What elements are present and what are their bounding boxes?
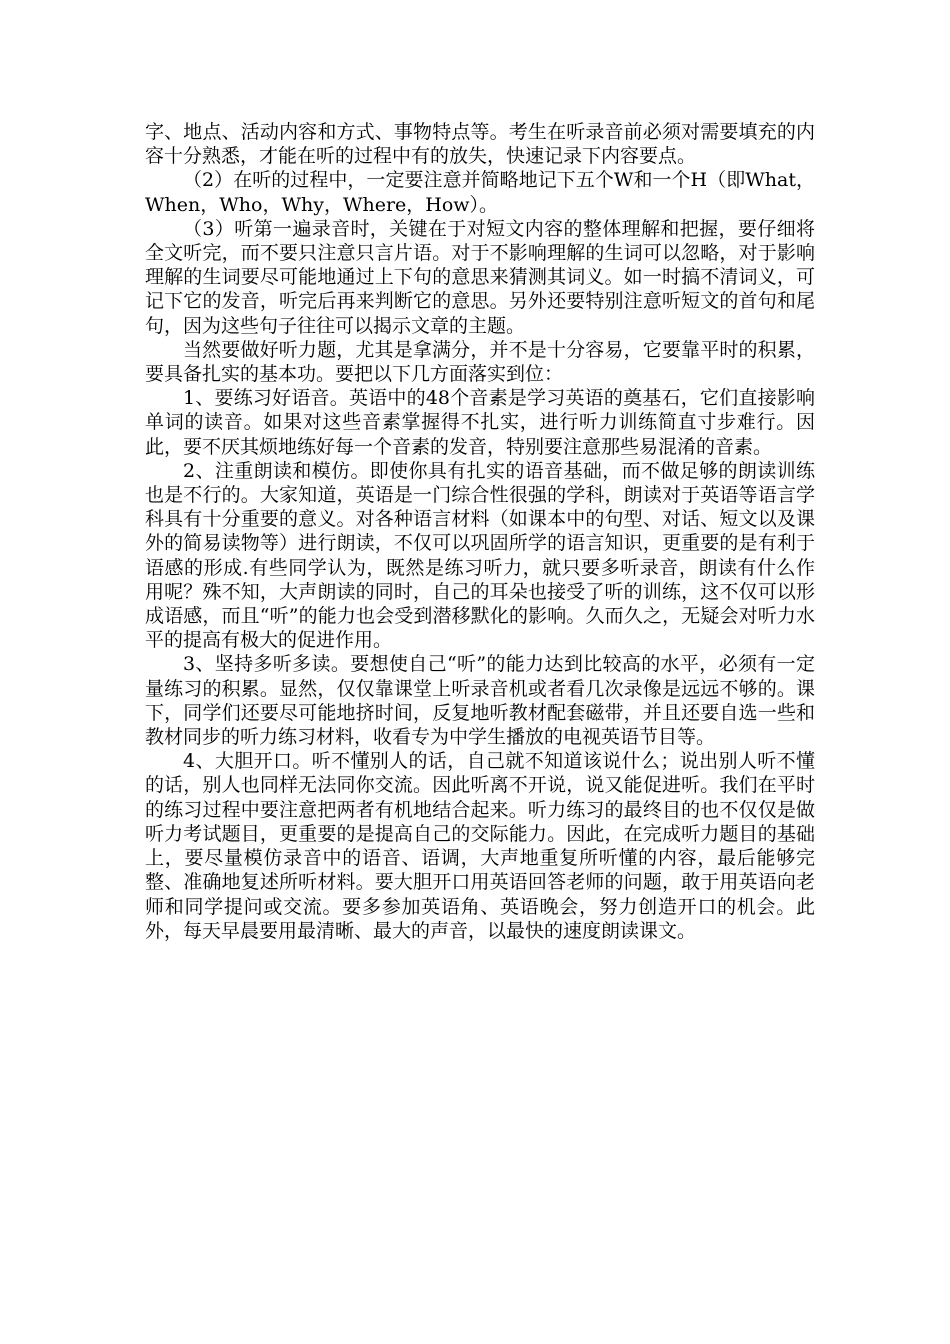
paragraph-point-2: 2、注重朗读和模仿。即使你具有扎实的语音基础，而不做足够的朗读训练也是不行的。大家知道，英语是一门综合性很强的学科，朗读对于英语等语言学科具有十分重要的意义。对各种语言材料（如课本中的句型、对话、短文以及课外的简易读物等）进行朗读，不仅可以巩固所学的语言知识，更重要的是有利于语感的形成.有些同学认为，既然是练习听力，就只要多听录音，朗读有什么作用呢？殊不知，大声朗读的同时，自己的耳朵也接受了听的训练，这不仅可以形成语感，而且“听”的能力也会受到潜移默化的影响。久而久之，无疑会对听力水平的提高有极大的促进作用。 bbox=[145, 459, 815, 652]
document-body bbox=[145, 120, 815, 943]
paragraph-point-3: 3、坚持多听多读。要想使自己“听”的能力达到比较高的水平，必须有一定量练习的积累。显然，仅仅靠课堂上听录音机或者看几次录像是远远不够的。课下，同学们还要尽可能地挤时间，反复地听教材配套磁带，并且还要自选一些和教材同步的听力练习材料，收看专为中学生播放的电视英语节目等。 bbox=[145, 653, 815, 749]
paragraph-tip-3: （3）听第一遍录音时，关键在于对短文内容的整体理解和把握，要仔细将全文听完，而不要只注意只言片语。对于不影响理解的生词可以忽略，对于影响理解的生词要尽可能地通过上下句的意思来猜测其词义。如一时搞不清词义，可记下它的发音，听完后再来判断它的意思。另外还要特别注意听短文的首句和尾句，因为这些句子往往可以揭示文章的主题。 bbox=[145, 217, 815, 337]
paragraph-point-1: 1、要练习好语音。英语中的48个音素是学习英语的奠基石，它们直接影响单词的读音。如果对这些音素掌握得不扎实，进行听力训练简直寸步难行。因此，要不厌其烦地练好每一个音素的发音，特别要注意那些易混淆的音素。 bbox=[145, 387, 815, 458]
paragraph-intro-foundation: 当然要做好听力题，尤其是拿满分，并不是十分容易，它要靠平时的积累，要具备扎实的基本功。要把以下几方面落实到位： bbox=[145, 338, 815, 386]
paragraph-point-4: 4、大胆开口。听不懂别人的话，自己就不知道该说什么；说出别人听不懂的话，别人也同样无法同你交流。因此听离不开说，说又能促进听。我们在平时的练习过程中要注意把两者有机地结合起来。听力练习的最终目的也不仅仅是做听力考试题目，更重要的是提高自己的交际能力。因此，在完成听力题目的基础上，要尽量模仿录音中的语音、语调，大声地重复所听懂的内容，最后能够完整、准确地复述所听材料。要大胆开口用英语回答老师的问题，敢于用英语向老师和同学提问或交流。要多参加英语角、英语晚会，努力创造开口的机会。此外，每天早晨要用最清晰、最大的声音，以最快的速度朗读课文。 bbox=[145, 750, 815, 942]
paragraph-continuation: 字、地点、活动内容和方式、事物特点等。考生在听录音前必须对需要填充的内容十分熟悉，才能在听的过程中有的放失，快速记录下内容要点。 bbox=[145, 121, 815, 168]
paragraph-tip-2: （2）在听的过程中，一定要注意并简略地记下五个W和一个H（即What，When，Who，Why，Where，How）。 bbox=[145, 169, 815, 216]
